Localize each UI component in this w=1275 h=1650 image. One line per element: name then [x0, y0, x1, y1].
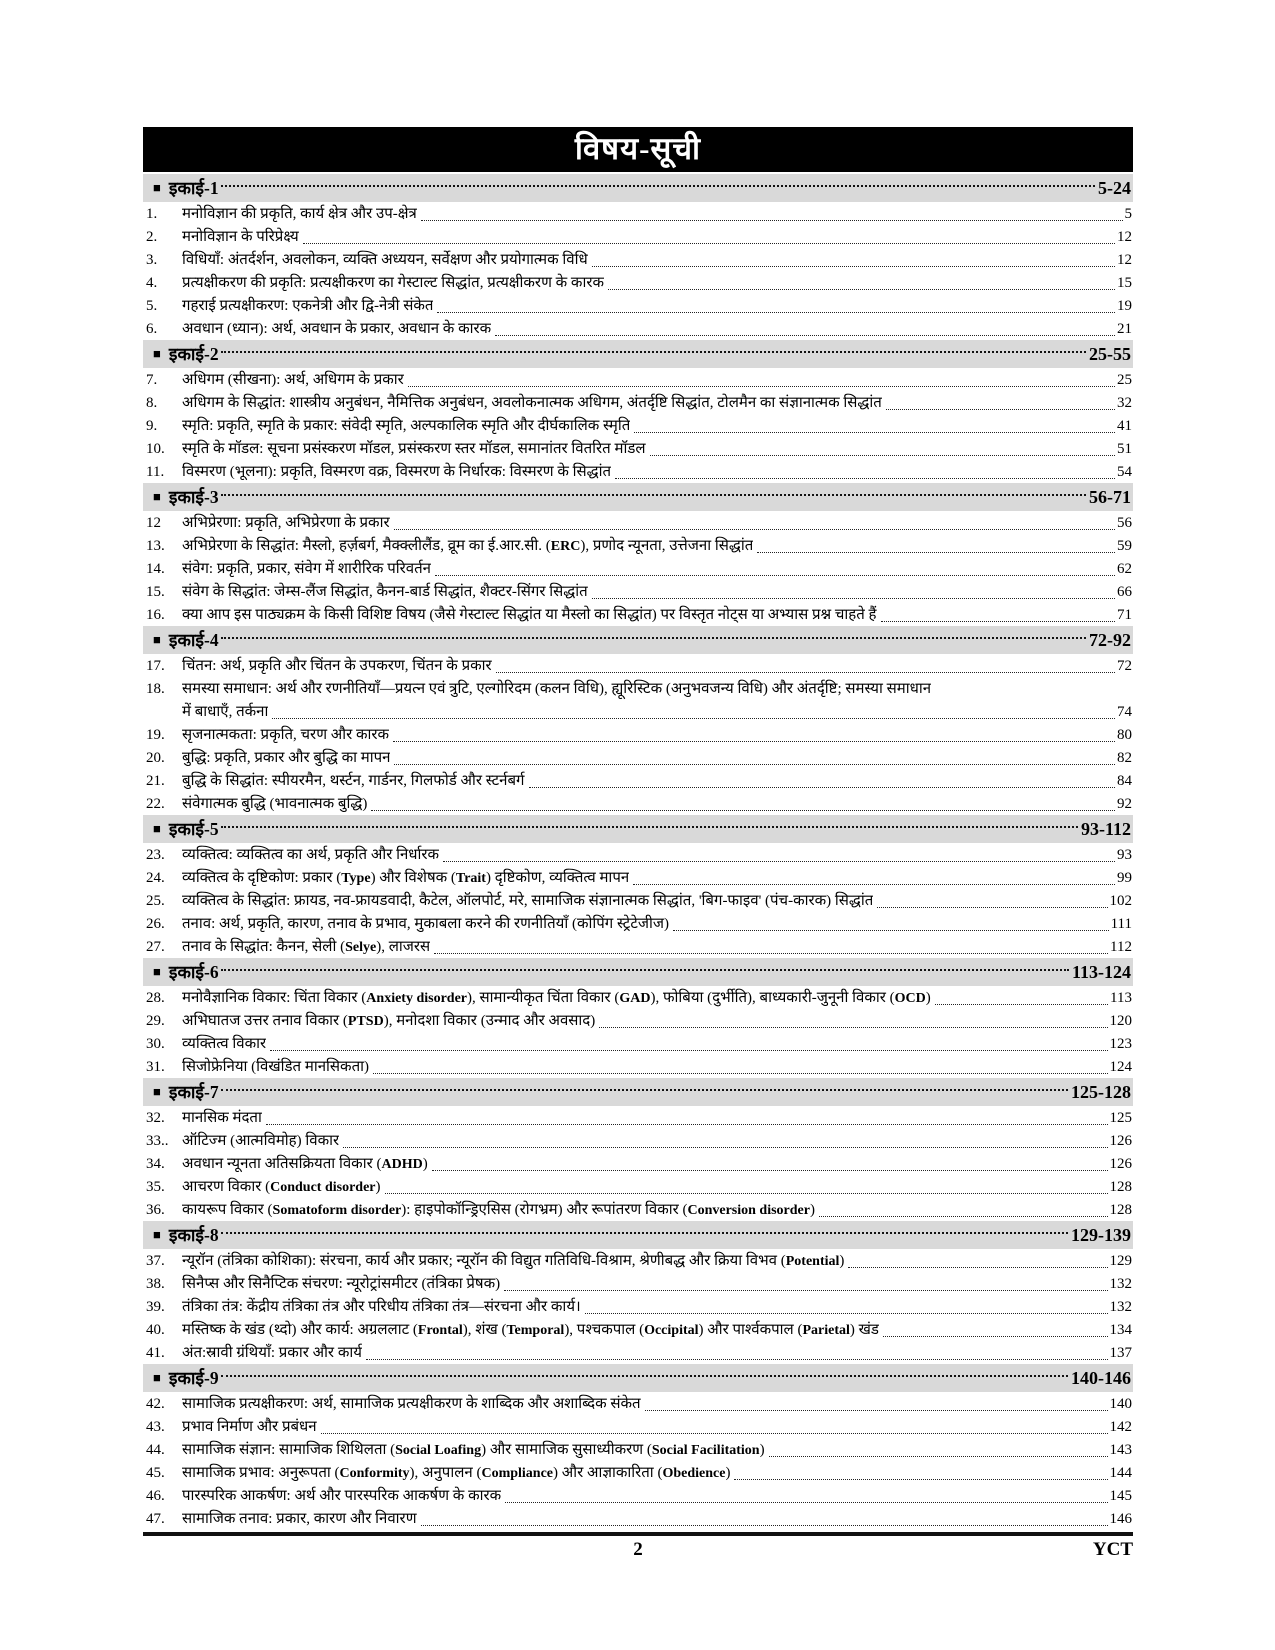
item-page: 125: [1109, 1110, 1132, 1126]
dotted-leader: [221, 637, 1086, 639]
dotted-leader: [650, 455, 1115, 456]
toc-item-continuation-row: [143, 700, 1133, 723]
item-page: 82: [1117, 750, 1132, 766]
item-title: अवधान न्यूनता अतिसक्रियता विकार (ADHD): [182, 1156, 428, 1172]
toc-section-row: [143, 626, 1133, 654]
item-number: 30.: [146, 1036, 165, 1052]
dotted-leader: [592, 598, 1115, 599]
dotted-leader: [221, 351, 1086, 353]
item-page: 84: [1117, 773, 1132, 789]
dotted-leader: [272, 718, 1115, 719]
item-title: संवेग: प्रकृति, प्रकार, संवेग में शारीरिक परिवर्तन: [182, 561, 431, 577]
section-label: इकाई-5: [168, 819, 219, 839]
item-title: सिजोफ्रेनिया (विखंडित मानसिकता): [182, 1059, 370, 1075]
page-title: विषय-सूची: [143, 127, 1133, 172]
item-page: 132: [1109, 1276, 1132, 1292]
item-number: 13.: [146, 538, 165, 554]
dotted-leader: [434, 953, 1108, 954]
item-number: 33..: [146, 1133, 169, 1149]
toc-item-row: [143, 414, 1133, 437]
toc-item-row: [143, 1249, 1133, 1272]
item-title: व्यक्तित्व के सिद्धांत: फ्रायड, नव-फ्रायडवादी, कैटेल, ऑलपोर्ट, मरे, सामाजिक संज्ञानात्मक सिद्धांत, 'बिग-फाइव' (पंच-कारक) सिद्धांत: [182, 893, 874, 909]
item-page: 92: [1117, 796, 1132, 812]
section-page-range: 93-112: [1080, 818, 1131, 839]
dotted-leader: [633, 884, 1115, 885]
item-title: मानसिक मंदता: [182, 1110, 262, 1126]
item-title: सामाजिक संज्ञान: सामाजिक शिथिलता (Social Loafing) और सामाजिक सुसाध्यीकरण (Social Facilitation): [182, 1442, 765, 1458]
dotted-leader: [673, 930, 1109, 931]
item-page: 54: [1117, 464, 1132, 480]
toc-item-row: [143, 460, 1133, 483]
dotted-leader: [883, 1336, 1108, 1337]
toc-section-row: [143, 1078, 1133, 1106]
item-title-continued: में बाधाएँ, तर्कना: [182, 704, 269, 720]
toc-item-row: [143, 580, 1133, 603]
toc-item-row: [143, 294, 1133, 317]
item-title: सृजनात्मकता: प्रकृति, चरण और कारक: [182, 727, 390, 743]
dotted-leader: [266, 1124, 1108, 1125]
item-number: 14.: [146, 561, 165, 577]
item-number: 17.: [146, 658, 165, 674]
item-title: समस्या समाधान: अर्थ और रणनीतियाँ—प्रयत्न एवं त्रुटि, एल्गोरिदम (कलन विधि), ह्यूरिस्टिक (अनुभवजन्य विधि) और अंतर्दृष्टि; समस्या समाधान: [182, 681, 932, 697]
section-label: इकाई-9: [168, 1368, 219, 1388]
item-number: 20.: [146, 750, 165, 766]
toc-item-row: [143, 225, 1133, 248]
item-title: मस्तिष्क के खंड (थ्दो) और कार्य: अग्रललाट (Frontal), शंख (Temporal), पश्चकपाल (Occipital) और पार्श्वकपाल (Parietal) खंड: [182, 1322, 879, 1338]
section-page-range: 25-55: [1089, 343, 1131, 364]
toc-item-row: [143, 1152, 1133, 1175]
section-page-range: 113-124: [1071, 961, 1131, 982]
toc-item-row: [143, 746, 1133, 769]
item-number: 46.: [146, 1488, 165, 1504]
section-bullet-icon: ■: [153, 488, 161, 504]
section-bullet-icon: ■: [153, 1226, 161, 1242]
dotted-leader: [221, 1089, 1068, 1091]
toc-item-row: [143, 1341, 1133, 1364]
item-number: 35.: [146, 1179, 165, 1195]
toc-section-row: [143, 815, 1133, 843]
dotted-leader: [848, 1267, 1107, 1268]
item-page: 112: [1110, 939, 1132, 955]
item-title: सामाजिक प्रत्यक्षीकरण: अर्थ, सामाजिक प्रत्यक्षीकरण के शाब्दिक और अशाब्दिक संकेत: [182, 1396, 641, 1412]
toc-item-row: [143, 792, 1133, 815]
item-number: 4.: [146, 275, 158, 291]
dotted-leader: [645, 1410, 1108, 1411]
dotted-leader: [529, 787, 1116, 788]
toc-item-row: [143, 986, 1133, 1009]
item-title: चिंतन: अर्थ, प्रकृति और चिंतन के उपकरण, चिंतन के प्रकार: [182, 658, 492, 674]
item-number: 38.: [146, 1276, 165, 1292]
item-page: 99: [1117, 870, 1132, 886]
dotted-leader: [421, 1525, 1108, 1526]
item-page: 142: [1109, 1419, 1132, 1435]
item-page: 137: [1109, 1345, 1132, 1361]
item-number: 19.: [146, 727, 165, 743]
item-number: 1.: [146, 206, 158, 222]
item-page: 143: [1109, 1442, 1132, 1458]
item-page: 128: [1109, 1179, 1132, 1195]
toc-item-row: [143, 368, 1133, 391]
dotted-leader: [886, 409, 1115, 410]
item-number: 27.: [146, 939, 165, 955]
dotted-leader: [385, 1193, 1108, 1194]
item-title: क्या आप इस पाठ्यक्रम के किसी विशिष्ट विषय (जैसे गेस्टाल्ट सिद्धांत या मैस्लो का सिद्धांत) पर विस्तृत नोट्स या अभ्यास प्रश्न चाहते हैं: [182, 607, 877, 623]
item-title: ऑटिज्म (आत्मविमोह) विकार: [182, 1133, 340, 1149]
toc-item-row: [143, 889, 1133, 912]
item-page: 113: [1110, 990, 1132, 1006]
dotted-leader: [592, 266, 1115, 267]
toc-section-row: [143, 1221, 1133, 1249]
item-title: सिनैप्स और सिनैप्टिक संचरण: न्यूरोट्रांसमीटर (तंत्रिका प्रेषक): [182, 1276, 501, 1292]
item-page: 62: [1117, 561, 1132, 577]
item-title: अधिगम के सिद्धांत: शास्त्रीय अनुबंधन, नैमित्तिक अनुबंधन, अवलोकनात्मक अधिगम, अंतर्दृष्टि सिद्धांत, टोलमैन का संज्ञानात्मक सिद्धांत: [182, 395, 882, 411]
toc-item-row: [143, 843, 1133, 866]
item-number: 23.: [146, 847, 165, 863]
toc-item-row: [143, 437, 1133, 460]
item-number: 15.: [146, 584, 165, 600]
dotted-leader: [321, 1433, 1108, 1434]
toc-item-row: [143, 1318, 1133, 1341]
section-label: इकाई-1: [168, 178, 219, 198]
toc-item-row: [143, 317, 1133, 340]
toc-item-row: [143, 1272, 1133, 1295]
item-title: कायरूप विकार (Somatoform disorder): हाइपोकॉन्ड्रिएसिस (रोगभ्रम) और रूपांतरण विकार (Conversion disorder): [182, 1202, 815, 1218]
item-number: 32.: [146, 1110, 165, 1126]
item-number: 21.: [146, 773, 165, 789]
toc-item-row: [143, 391, 1133, 414]
item-title: पारस्परिक आकर्षण: अर्थ और पारस्परिक आकर्षण के कारक: [182, 1488, 502, 1504]
dotted-leader: [221, 494, 1086, 496]
item-number: 44.: [146, 1442, 165, 1458]
dotted-leader: [221, 1232, 1068, 1234]
toc-item-row: [143, 271, 1133, 294]
item-page: 72: [1117, 658, 1132, 674]
item-page: 19: [1117, 298, 1132, 314]
item-title: विस्मरण (भूलना): प्रकृति, विस्मरण वक्र, विस्मरण के निर्धारक: विस्मरण के सिद्धांत: [182, 464, 612, 480]
item-title: मनोविज्ञान के परिप्रेक्ष्य: [182, 229, 299, 245]
section-bullet-icon: ■: [153, 345, 161, 361]
item-number: 3.: [146, 252, 158, 268]
dotted-leader: [394, 764, 1115, 765]
toc-item-row: [143, 935, 1133, 958]
section-page-range: 129-139: [1071, 1224, 1131, 1245]
item-page: 15: [1117, 275, 1132, 291]
dotted-leader: [303, 243, 1115, 244]
item-title: अवधान (ध्यान): अर्थ, अवधान के प्रकार, अवधान के कारक: [182, 321, 492, 337]
item-page: 128: [1109, 1202, 1132, 1218]
toc-item-row: [143, 1055, 1133, 1078]
toc-item-row: [143, 1198, 1133, 1221]
item-number: 29.: [146, 1013, 165, 1029]
dotted-leader: [343, 1147, 1107, 1148]
item-title: संवेगात्मक बुद्धि (भावनात्मक बुद्धि): [182, 796, 368, 812]
dotted-leader: [634, 432, 1115, 433]
item-page: 144: [1109, 1465, 1132, 1481]
toc-item-row: [143, 511, 1133, 534]
section-bullet-icon: ■: [153, 631, 161, 647]
item-page: 111: [1110, 916, 1132, 932]
item-title: न्यूरॉन (तंत्रिका कोशिका): संरचना, कार्य और प्रकार; न्यूरॉन की विद्युत गतिविधि-विश्राम, श्रेणीबद्ध और क्रिया विभव (Potential): [182, 1253, 845, 1269]
item-page: 12: [1117, 252, 1132, 268]
toc-item-row: [143, 769, 1133, 792]
section-label: इकाई-8: [168, 1225, 219, 1245]
dotted-leader: [819, 1216, 1108, 1217]
item-page: 93: [1117, 847, 1132, 863]
item-page: 134: [1109, 1322, 1132, 1338]
item-page: 59: [1117, 538, 1132, 554]
dotted-leader: [408, 386, 1115, 387]
item-number: 47.: [146, 1511, 165, 1527]
footer-page-number: 2: [633, 1539, 643, 1560]
item-page: 126: [1109, 1156, 1132, 1172]
item-page: 102: [1109, 893, 1132, 909]
item-page: 56: [1117, 515, 1132, 531]
item-title: तंत्रिका तंत्र: केंद्रीय तंत्रिका तंत्र और परिधीय तंत्रिका तंत्र—संरचना और कार्य।: [182, 1299, 581, 1315]
toc-section-row: [143, 483, 1133, 511]
item-page: 124: [1109, 1059, 1132, 1075]
item-number: 18.: [146, 681, 165, 697]
item-title: मनोवैज्ञानिक विकार: चिंता विकार (Anxiety disorder), सामान्यीकृत चिंता विकार (GAD), फोबिया (दुर्भीति), बाध्यकारी-जुनूनी विकार (OCD): [182, 990, 931, 1006]
item-number: 28.: [146, 990, 165, 1006]
item-number: 9.: [146, 418, 158, 434]
section-label: इकाई-4: [168, 630, 219, 650]
section-page-range: 56-71: [1089, 486, 1131, 507]
item-title: गहराई प्रत्यक्षीकरण: एकनेत्री और द्वि-नेत्री संकेत: [182, 298, 434, 314]
item-number: 8.: [146, 395, 158, 411]
item-number: 22.: [146, 796, 165, 812]
item-title: अंत:स्रावी ग्रंथियाँ: प्रकार और कार्य: [182, 1345, 362, 1361]
item-page: 132: [1109, 1299, 1132, 1315]
item-page: 21: [1117, 321, 1132, 337]
dotted-leader: [221, 826, 1078, 828]
item-title: अभिप्रेरणा के सिद्धांत: मैस्लो, हर्ज़बर्ग, मैक्क्लीलैंड, व्रूम का ई.आर.सी. (ERC), प्रणोद न्यूनता, उत्तेजना सिद्धांत: [182, 538, 754, 554]
item-title: विधियाँ: अंतर्दर्शन, अवलोकन, व्यक्ति अध्ययन, सर्वेक्षण और प्रयोगात्मक विधि: [182, 252, 588, 268]
dotted-leader: [432, 1170, 1108, 1171]
item-number: 16.: [146, 607, 165, 623]
item-page: 5: [1124, 206, 1132, 222]
toc-item-row: [143, 866, 1133, 889]
toc-item-row: [143, 1009, 1133, 1032]
item-number: 39.: [146, 1299, 165, 1315]
item-title: प्रत्यक्षीकरण की प्रकृति: प्रत्यक्षीकरण का गेस्टाल्ट सिद्धांत, प्रत्यक्षीकरण के कारक: [182, 275, 604, 291]
dotted-leader: [615, 478, 1115, 479]
table-of-contents: [143, 174, 1133, 1530]
toc-item-row: [143, 1484, 1133, 1507]
dotted-leader: [495, 335, 1115, 336]
dotted-leader: [393, 741, 1115, 742]
dotted-leader: [757, 552, 1115, 553]
item-page: 123: [1109, 1036, 1132, 1052]
dotted-leader: [585, 1313, 1108, 1314]
dotted-leader: [421, 220, 1123, 221]
dotted-leader: [443, 861, 1115, 862]
item-title: व्यक्तित्व: व्यक्तित्व का अर्थ, प्रकृति और निर्धारक: [182, 847, 440, 863]
toc-item-row: [143, 723, 1133, 746]
toc-item-row: [143, 1032, 1133, 1055]
item-number: 41.: [146, 1345, 165, 1361]
toc-section-row: [143, 340, 1133, 368]
item-title: बुद्धि: प्रकृति, प्रकार और बुद्धि का मापन: [182, 750, 391, 766]
item-number: 31.: [146, 1059, 165, 1075]
toc-item-row: [143, 912, 1133, 935]
item-title: संवेग के सिद्धांत: जेम्स-लैंज सिद्धांत, कैनन-बार्ड सिद्धांत, शैक्टर-सिंगर सिद्धांत: [182, 584, 588, 600]
item-number: 26.: [146, 916, 165, 932]
dotted-leader: [504, 1290, 1107, 1291]
section-bullet-icon: ■: [153, 963, 161, 979]
dotted-leader: [371, 810, 1115, 811]
toc-item-row: [143, 1129, 1133, 1152]
item-number: 40.: [146, 1322, 165, 1338]
dotted-leader: [270, 1050, 1107, 1051]
item-page: 146: [1109, 1511, 1132, 1527]
item-page: 51: [1117, 441, 1132, 457]
toc-item-row: [143, 677, 1133, 700]
dotted-leader: [769, 1456, 1108, 1457]
dotted-leader: [394, 529, 1115, 530]
section-bullet-icon: ■: [153, 1083, 161, 1099]
dotted-leader: [881, 621, 1115, 622]
section-label: इकाई-7: [168, 1082, 219, 1102]
dotted-leader: [734, 1479, 1107, 1480]
toc-item-row: [143, 1461, 1133, 1484]
toc-item-row: [143, 1438, 1133, 1461]
toc-item-row: [143, 202, 1133, 225]
item-title: व्यक्तित्व विकार: [182, 1036, 267, 1052]
item-number: 7.: [146, 372, 158, 388]
toc-section-row: [143, 174, 1133, 202]
dotted-leader: [373, 1073, 1107, 1074]
page-footer: [143, 1539, 1133, 1569]
toc-item-row: [143, 1106, 1133, 1129]
footer-publisher: YCT: [1092, 1539, 1133, 1560]
dotted-leader: [435, 575, 1115, 576]
item-title: प्रभाव निर्माण और प्रबंधन: [182, 1419, 317, 1435]
item-page: 71: [1117, 607, 1132, 623]
item-number: 42.: [146, 1396, 165, 1412]
item-number: 24.: [146, 870, 165, 886]
item-page: 74: [1117, 704, 1132, 720]
toc-section-row: [143, 958, 1133, 986]
toc-item-row: [143, 1415, 1133, 1438]
section-page-range: 140-146: [1071, 1367, 1131, 1388]
dotted-leader: [935, 1004, 1108, 1005]
toc-item-row: [143, 1507, 1133, 1530]
toc-section-row: [143, 1364, 1133, 1392]
toc-item-row: [143, 1295, 1133, 1318]
item-page: 126: [1109, 1133, 1132, 1149]
item-title: अभिप्रेरणा: प्रकृति, अभिप्रेरणा के प्रकार: [182, 515, 390, 531]
item-title: अभिघातज उत्तर तनाव विकार (PTSD), मनोदशा विकार (उन्माद और अवसाद): [182, 1013, 596, 1029]
section-bullet-icon: ■: [153, 179, 161, 195]
item-number: 6.: [146, 321, 158, 337]
dotted-leader: [366, 1359, 1108, 1360]
item-number: 11.: [146, 464, 165, 480]
item-page: 25: [1117, 372, 1132, 388]
item-number: 37.: [146, 1253, 165, 1269]
dotted-leader: [437, 312, 1115, 313]
section-bullet-icon: ■: [153, 1369, 161, 1385]
item-page: 80: [1117, 727, 1132, 743]
item-title: तनाव: अर्थ, प्रकृति, कारण, तनाव के प्रभाव, मुकाबला करने की रणनीतियाँ (कोपिंग स्ट्रेटेजीज): [182, 916, 670, 932]
item-number: 45.: [146, 1465, 165, 1481]
item-title: तनाव के सिद्धांत: कैनन, सेली (Selye), लाजरस: [182, 939, 431, 955]
dotted-leader: [221, 969, 1069, 971]
item-title: स्मृति के मॉडल: सूचना प्रसंस्करण मॉडल, प्रसंस्करण स्तर मॉडल, समानांतर वितरित मॉडल: [182, 441, 646, 457]
section-label: इकाई-2: [168, 344, 219, 364]
item-title: सामाजिक प्रभाव: अनुरूपता (Conformity), अनुपालन (Compliance) और आज्ञाकारिता (Obedience): [182, 1465, 731, 1481]
item-title: अधिगम (सीखना): अर्थ, अधिगम के प्रकार: [182, 372, 404, 388]
item-number: 10.: [146, 441, 165, 457]
item-page: 12: [1117, 229, 1132, 245]
item-page: 140: [1109, 1396, 1132, 1412]
item-title: मनोविज्ञान की प्रकृति, कार्य क्षेत्र और उप-क्षेत्र: [182, 206, 417, 222]
toc-item-row: [143, 248, 1133, 271]
dotted-leader: [496, 672, 1115, 673]
section-page-range: 5-24: [1098, 177, 1131, 198]
toc-item-row: [143, 534, 1133, 557]
section-label: इकाई-6: [168, 962, 219, 982]
dotted-leader: [221, 185, 1095, 187]
toc-item-row: [143, 1175, 1133, 1198]
item-page: 120: [1109, 1013, 1132, 1029]
item-title: बुद्धि के सिद्धांत: स्पीयरमैन, थर्स्टन, गार्डनर, गिलफोर्ड और स्टर्नबर्ग: [182, 773, 525, 789]
item-number: 43.: [146, 1419, 165, 1435]
item-number: 5.: [146, 298, 158, 314]
item-number: 2.: [146, 229, 158, 245]
item-title: आचरण विकार (Conduct disorder): [182, 1179, 381, 1195]
dotted-leader: [505, 1502, 1107, 1503]
item-page: 145: [1109, 1488, 1132, 1504]
item-number: 12: [146, 515, 161, 531]
dotted-leader: [599, 1027, 1107, 1028]
toc-item-row: [143, 603, 1133, 626]
section-page-range: 72-92: [1089, 629, 1131, 650]
item-page: 41: [1117, 418, 1132, 434]
item-page: 129: [1109, 1253, 1132, 1269]
dotted-leader: [221, 1375, 1068, 1377]
toc-item-row: [143, 1392, 1133, 1415]
section-bullet-icon: ■: [153, 820, 161, 836]
toc-item-row: [143, 654, 1133, 677]
item-number: 25.: [146, 893, 165, 909]
page-content: [143, 127, 1133, 1569]
item-page: 32: [1117, 395, 1132, 411]
toc-item-row: [143, 557, 1133, 580]
dotted-leader: [608, 289, 1115, 290]
item-title: स्मृति: प्रकृति, स्मृति के प्रकार: संवेदी स्मृति, अल्पकालिक स्मृति और दीर्घकालिक स्मृति: [182, 418, 631, 434]
footer-divider: [143, 1532, 1133, 1536]
dotted-leader: [877, 907, 1107, 908]
item-number: 34.: [146, 1156, 165, 1172]
item-number: 36.: [146, 1202, 165, 1218]
item-title: सामाजिक तनाव: प्रकार, कारण और निवारण: [182, 1511, 417, 1527]
section-label: इकाई-3: [168, 487, 219, 507]
item-title: व्यक्तित्व के दृष्टिकोण: प्रकार (Type) और विशेषक (Trait) दृष्टिकोण, व्यक्तित्व मापन: [182, 870, 630, 886]
section-page-range: 125-128: [1071, 1081, 1131, 1102]
item-page: 66: [1117, 584, 1132, 600]
